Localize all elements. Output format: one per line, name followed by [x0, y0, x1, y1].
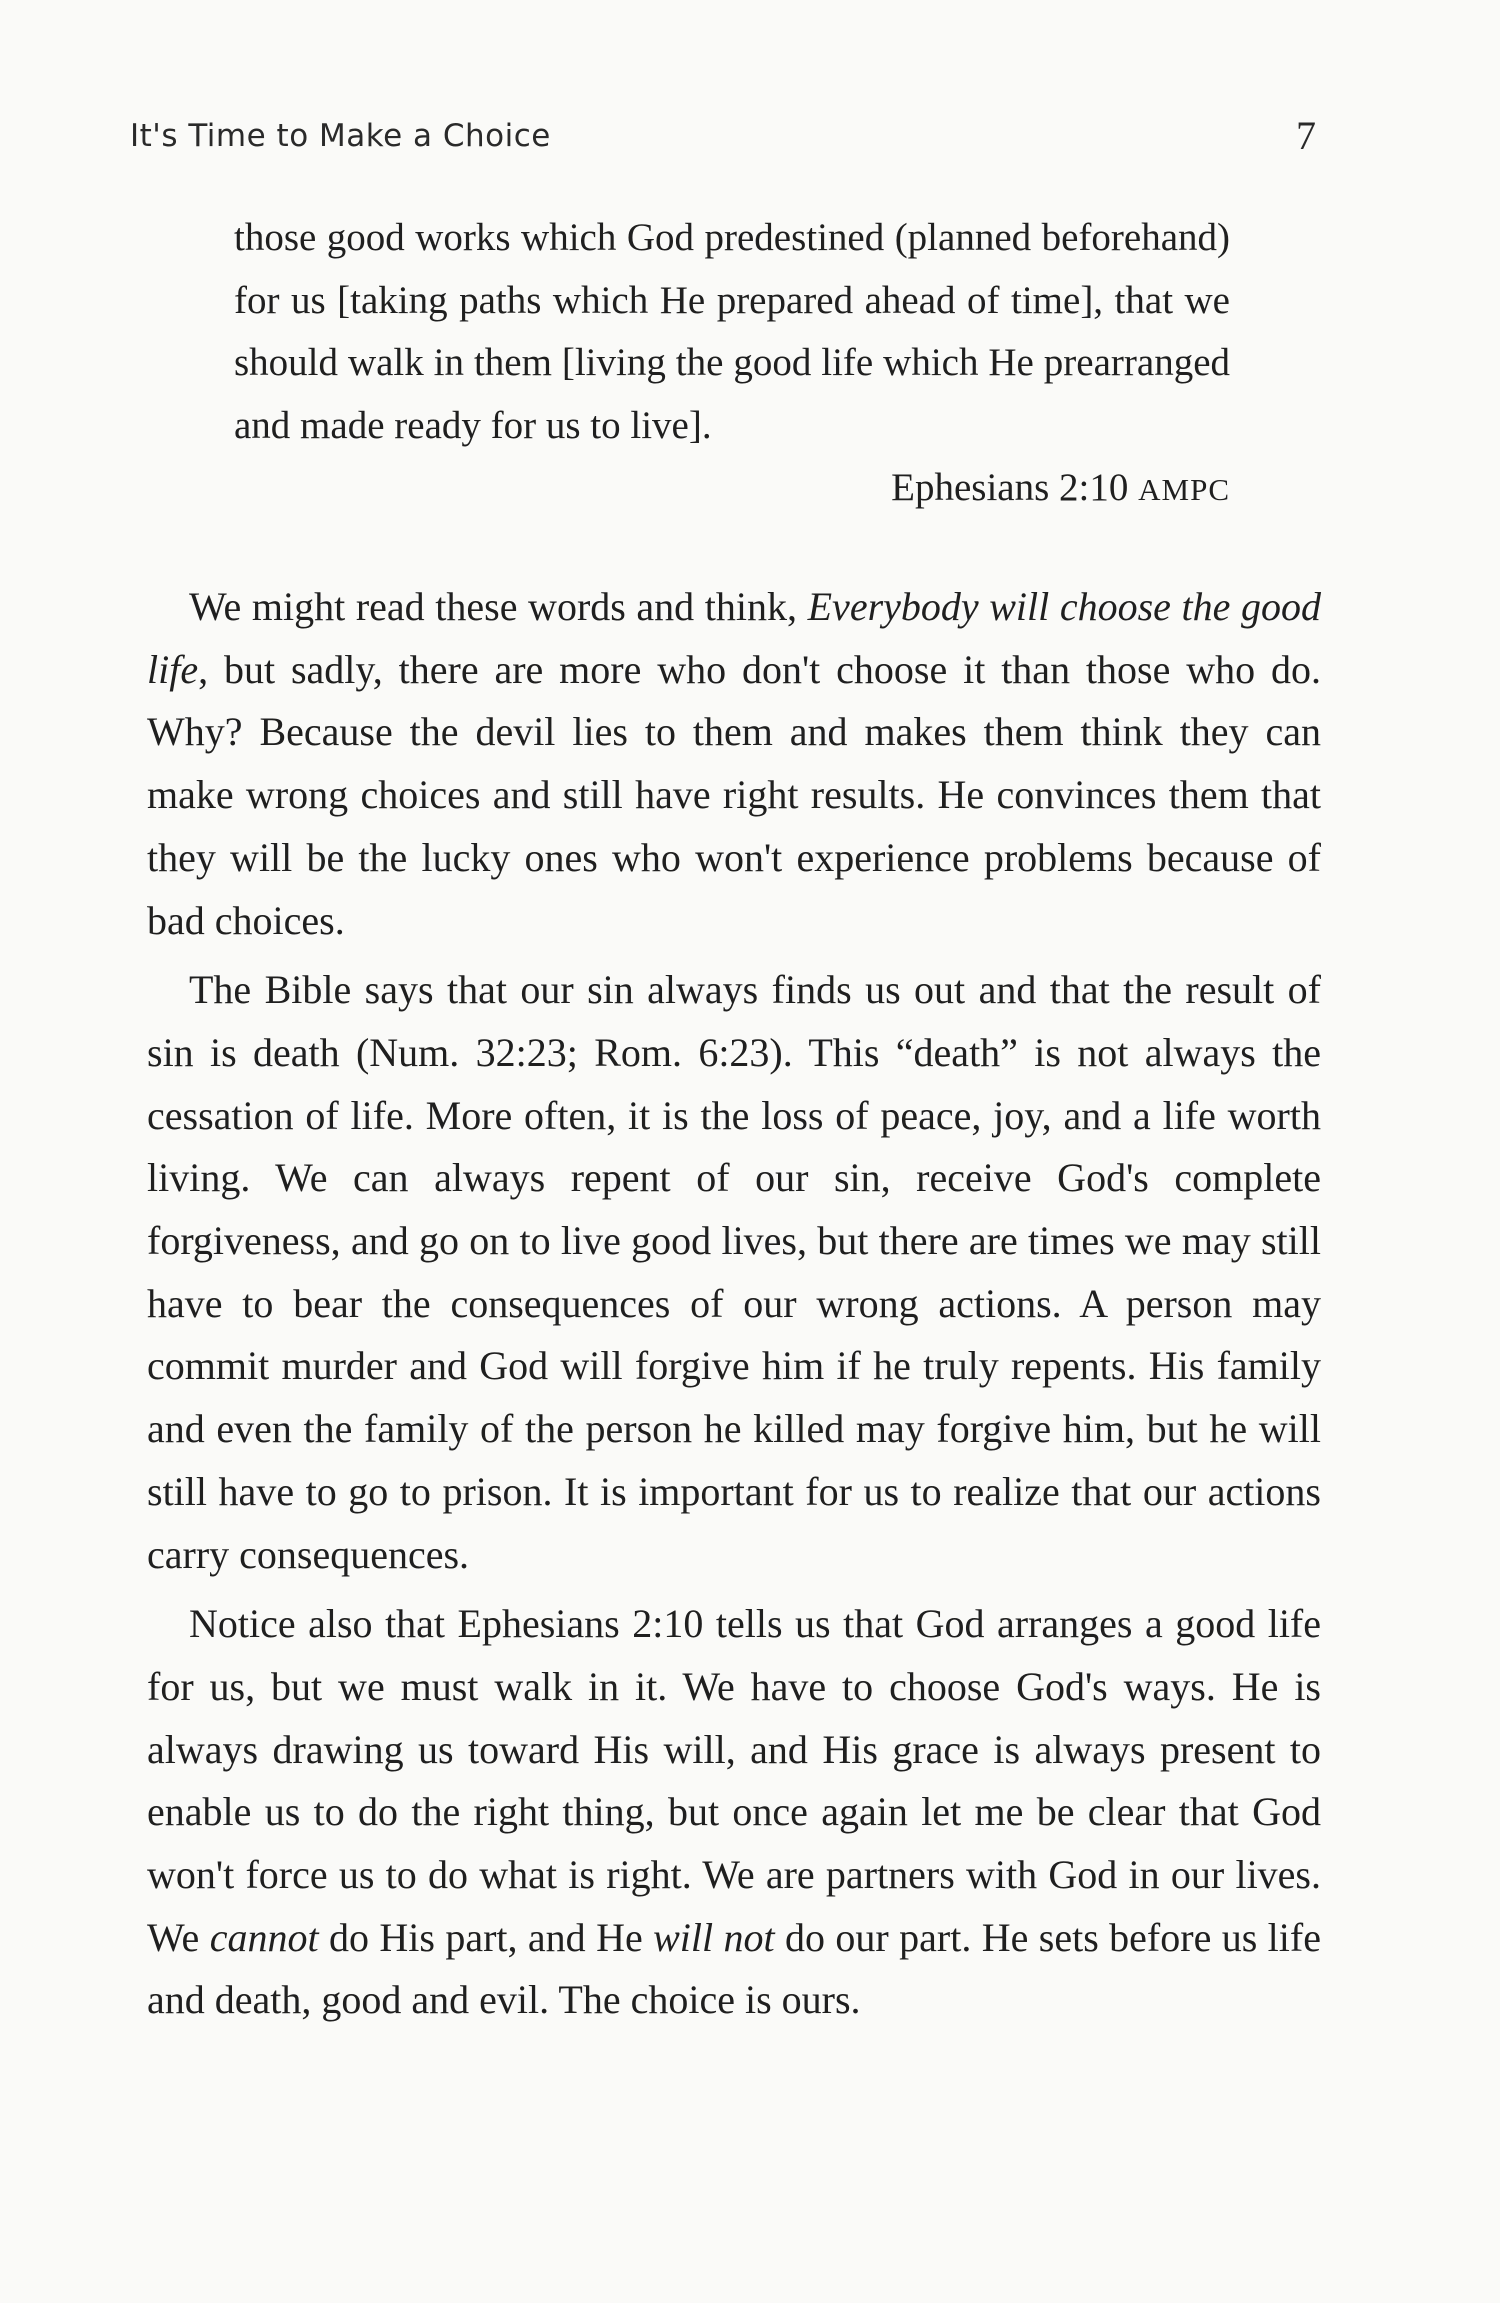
paragraph-3-text-c: do His part, and He [318, 1914, 654, 1960]
epigraph-quote: those good works which God predestined (planned beforehand) for us [taking paths which He prepared ahead of time], that we should walk in them [living the good life which He prearranged and made ready for us to live]. [234, 216, 1230, 447]
paragraph-1 [147, 576, 1321, 952]
citation-version: AMPC [1138, 472, 1230, 507]
paragraph-3-text-e: do our part. He sets before us life and death, good and evil. The choice is ours. [147, 1914, 1321, 2023]
running-head-title: It's Time to Make a Choice [130, 118, 551, 154]
paragraph-3-italic-cannot: cannot [209, 1914, 319, 1960]
paragraph-3-italic-will-not: will not [653, 1914, 775, 1960]
body-text [147, 576, 1321, 2039]
paragraph-1-text-a: We might read these words and think, [189, 584, 808, 629]
paragraph-1-italic-thought: Everybody will choose the good life [147, 584, 1321, 692]
citation-reference: Ephesians 2:10 [891, 466, 1129, 509]
page-number: 7 [1296, 113, 1316, 158]
paragraph-3 [147, 1593, 1321, 2032]
epigraph-citation [234, 457, 1230, 522]
paragraph-1-text-c: , but sadly, there are more who don't choose it than those who do. Why? Because the devil lies to them and makes them think they can make wrong choices and still have right results. He convinces them that they will be the lucky ones who won't experience problems because of bad choices. [147, 646, 1321, 943]
paragraph-3-text-a: Notice also that Ephesians 2:10 tells us that God arranges a good life for us, but we must walk in it. We have to choose God's ways. He is always drawing us toward His will, and His grace is always present to enable us to do the right thing, but once again let me be clear that God won't force us to do what is right. We are partners with God in our lives. We [147, 1601, 1321, 1960]
paragraph-2: The Bible says that our sin always finds us out and that the result of sin is death (Num. 32:23; Rom. 6:23). This “death” is not always the cessation of life. More often, it is the loss of peace, joy, and a life worth living. We can always repent of our sin, receive God's complete forgiveness, and go on to live good lives, but there are times we may still have to bear the consequences of our wrong actions. A person may commit murder and God will forgive him if he truly repents. His family and even the family of the person he killed may forgive him, but he will still have to go to prison. It is important for us to realize that our actions carry consequences. [147, 967, 1321, 1577]
epigraph-block [234, 207, 1230, 522]
